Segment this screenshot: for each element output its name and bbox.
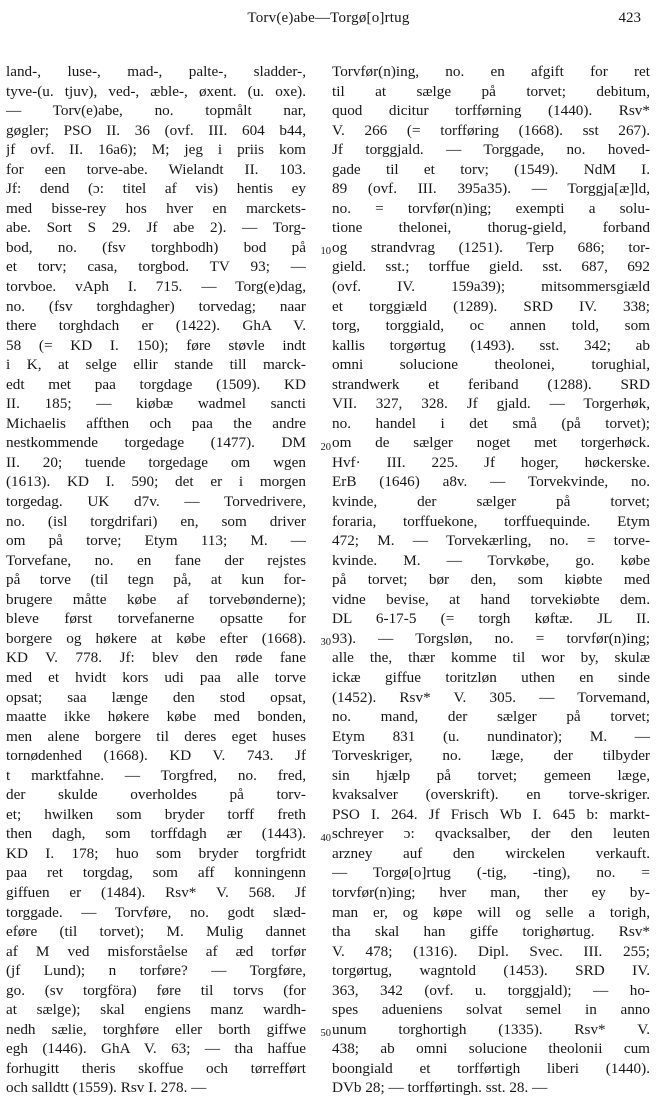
text-line: no. (isl torgdrifari) en, som driver bbox=[6, 512, 306, 530]
text-line: there torghdach er (1422). GhA V. bbox=[6, 317, 306, 335]
text-line: på torve (til tegn på, at kun for- bbox=[6, 571, 306, 589]
text-line: unum torghortigh (1335). Rsv* V. bbox=[332, 1020, 650, 1038]
text-line: borgere og høkere at købe efter (1668). bbox=[6, 629, 306, 647]
text-line: edt met paa torgdage (1509). KD bbox=[6, 375, 306, 393]
text-line: brugere måtte købe af torvebønderne); bbox=[6, 590, 306, 608]
text-line: 58 (= KD I. 150); føre støvle indt bbox=[6, 336, 306, 354]
text-line: ErB (1646) a8v. — Torvekvinde, no. bbox=[332, 473, 650, 491]
text-line: II. 20; tuende torgedage om wgen bbox=[6, 453, 306, 471]
text-line: paa ret torgdag, som aff konningenn bbox=[6, 864, 306, 882]
text-line: PSO I. 264. Jf Frisch Wb I. 645 b: markt- bbox=[332, 805, 650, 823]
text-line: et torv; casa, torgbod. TV 93; — bbox=[6, 258, 306, 276]
text-line: (1613). KD I. 590; det er i morgen bbox=[6, 473, 306, 491]
text-line: tha skal han giffe torighørtug. Rsv* bbox=[332, 923, 650, 941]
text-line: Jf torggjald. — Torggade, no. hoved- bbox=[332, 141, 650, 159]
text-line: der skulde overholdes på torv- bbox=[6, 786, 306, 804]
text-line: boongiald et torfførtigh liberi (1440). bbox=[332, 1059, 650, 1077]
text-line: och salldtt (1559). Rsv I. 278. — bbox=[6, 1079, 207, 1097]
text-line: omni solucione theolonei, torughial, bbox=[332, 356, 650, 374]
text-line: quod dicitur torfførning (1440). Rsv* bbox=[332, 102, 650, 120]
right-column bbox=[332, 62, 650, 1098]
text-line: DVb 28; — torfførtingh. sst. 28. — bbox=[332, 1079, 548, 1097]
text-line: go. (sv torgföra) føre til torvs (for bbox=[6, 981, 306, 999]
text-line: opsat; saa længe den stod opsat, bbox=[6, 688, 306, 706]
text-line: Torveskriger, no. læge, der tilbyder bbox=[332, 747, 650, 765]
text-line: om de sælger noget met torgerhøck. bbox=[332, 434, 650, 452]
text-line: V. 266 (= torfføring (1668). sst 267). bbox=[332, 121, 650, 139]
text-line: II. 185; — kiøbæ wadmel sancti bbox=[6, 395, 306, 413]
text-line: — Torgø[o]rtug (-tig, -ting), no. = bbox=[332, 864, 650, 882]
text-line: DL 6-17-5 (= torgh køftæ. JL II. bbox=[332, 610, 650, 628]
text-line: et torggiæld (1289). SRD IV. 338; bbox=[332, 297, 650, 315]
text-line: 89 (ovf. III. 395a35). — Torggja[æ]ld, bbox=[332, 180, 650, 198]
text-line: gøgler; PSO II. 36 (ovf. III. 604 b44, bbox=[6, 121, 306, 139]
text-line: torvboe. vAph I. 715. — Torg(e)dag, bbox=[6, 278, 306, 296]
text-line: strandwerk et feriband (1288). SRD bbox=[332, 375, 650, 393]
text-line: men alene borgere til deres eget huses bbox=[6, 727, 306, 745]
text-line: bod, no. (fsv torghbodh) bod på bbox=[6, 238, 306, 256]
text-line: jf ovf. II. 16a6); M; jeg i priis kom bbox=[6, 141, 306, 159]
text-line: torvfør(n)ing; hver man, ther ey by- bbox=[332, 883, 650, 901]
text-line: af M ved misforståelse af æd torfør bbox=[6, 942, 306, 960]
text-line: giffuen er (1484). Rsv* V. 568. Jf bbox=[6, 883, 306, 901]
text-line: (1452). Rsv* V. 305. — Torvemand, bbox=[332, 688, 650, 706]
text-line: no. handel i det små (på torvet); bbox=[332, 414, 650, 432]
text-line: i K, at selge ellir stande till marck- bbox=[6, 356, 306, 374]
text-line: abe. Sort S 29. Jf abe 2). — Torg- bbox=[6, 219, 306, 237]
left-column bbox=[6, 62, 306, 1098]
line-number: 20 bbox=[320, 441, 331, 453]
text-line: torg, torggiald, oc annen told, som bbox=[332, 317, 650, 335]
text-line: alle the, thær komme til wor by, skulæ bbox=[332, 649, 650, 667]
running-head bbox=[0, 0, 657, 48]
text-line: torggade. — Torvføre, no. godt slæd- bbox=[6, 903, 306, 921]
text-line: 93). — Torgsløn, no. = torvfør(n)ing; bbox=[332, 629, 650, 647]
text-line: med bisse-rey hos hver en marckets- bbox=[6, 199, 306, 217]
text-line: tyve-(u. tjuv), ved-, æble-, øxent. (u. oxe). bbox=[6, 82, 306, 100]
text-line: 472; M. — Torvekærling, no. = torve- bbox=[332, 532, 650, 550]
text-line: foraria, torffuekone, torffuequinde. Etym bbox=[332, 512, 650, 530]
text-line: Etym 831 (u. nundinator); M. — bbox=[332, 727, 650, 745]
text-line: med et hvidt kors udi paa alle torve bbox=[6, 668, 306, 686]
line-number: 40 bbox=[320, 832, 331, 844]
line-number: 30 bbox=[320, 637, 331, 649]
text-line: tione thelonei, thorug-gield, forband bbox=[332, 219, 650, 237]
text-line: land-, luse-, mad-, palte-, sladder-, bbox=[6, 63, 306, 80]
text-line: kvinde. M. — Torvkøbe, go. købe bbox=[332, 551, 650, 569]
text-line: kallis torgørtug (1493). sst. 342; ab bbox=[332, 336, 650, 354]
text-line: nedh sælie, torghføre eller borth giffwe bbox=[6, 1020, 306, 1038]
text-line: no. mand, der sælger på torvet; bbox=[332, 708, 650, 726]
text-line: KD V. 778. Jf: blev den røde fane bbox=[6, 649, 306, 667]
text-line: torgørtug, wagntold (1453). SRD IV. bbox=[332, 962, 650, 980]
text-line: gade til et torv; (1549). NdM I. bbox=[332, 160, 650, 178]
text-line: eføre (til torvet); M. Mulig dannet bbox=[6, 923, 306, 941]
text-line: kvinde, der sælger på torvet; bbox=[332, 493, 650, 511]
text-line: maatte ikke høkere købe med bonden, bbox=[6, 708, 306, 726]
text-line: et; hwilken som bryder torff freth bbox=[6, 805, 306, 823]
text-line: til at sælge på torvet; debitum, bbox=[332, 82, 650, 100]
text-line: VII. 327, 328. Jf gjald. — Torgerhøk, bbox=[332, 395, 650, 413]
text-line: kvaksalver (overskrift). en torve-skriger. bbox=[332, 786, 650, 804]
text-line: at sælge); skal engiens manz wardh- bbox=[6, 1001, 306, 1019]
line-number: 10 bbox=[320, 246, 331, 258]
text-line: på torvet; bør den, som kiøbte med bbox=[332, 571, 650, 589]
text-line: tornødenhed (1668). KD V. 743. Jf bbox=[6, 747, 306, 765]
line-number: 50 bbox=[320, 1028, 331, 1040]
text-line: egh (1446). GhA V. 63; — tha haffue bbox=[6, 1040, 306, 1058]
text-line: og strandvrag (1251). Terp 686; tor- bbox=[332, 238, 650, 256]
text-line: (ovf. IV. 159a39); mitsommersgiæld bbox=[332, 278, 650, 296]
text-line: Hvf· III. 225. Jf hoger, høckerske. bbox=[332, 453, 650, 471]
text-line: Torvfør(n)ing, no. en afgift for ret bbox=[332, 63, 650, 80]
text-line: sin hjælp på torvet; gemeen læge, bbox=[332, 766, 650, 784]
text-line: Michaelis affthen och paa the andre bbox=[6, 414, 306, 432]
text-line: no. (fsv torghdagher) torvedag; naar bbox=[6, 297, 306, 315]
text-line: torgedag. UK d7v. — Torvedrivere, bbox=[6, 493, 306, 511]
text-line: arzney auf den wirckelen verkauft. bbox=[332, 844, 650, 862]
text-line: V. 478; (1316). Dipl. Svec. III. 255; bbox=[332, 942, 650, 960]
text-line: nestkommende torgedage (1477). DM bbox=[6, 434, 306, 452]
text-line: bleve først torvefanerne opsatte for bbox=[6, 610, 306, 628]
text-line: (jf Lund); n torføre? — Torgføre, bbox=[6, 962, 306, 980]
text-line: KD I. 178; huo som bryder torgfridt bbox=[6, 844, 306, 862]
text-line: spes adueniens solvat semel in anno bbox=[332, 1001, 650, 1019]
text-line: for een torve-abe. Wielandt II. 103. bbox=[6, 160, 306, 178]
text-line: 438; ab omni solucione theolonii cum bbox=[332, 1040, 650, 1058]
text-line: then dagh, som torffdagh ær (1443). bbox=[6, 825, 306, 843]
text-line: ickæ giffue toritzløn uthen en sinde bbox=[332, 668, 650, 686]
text-line: forhugitt theris skoffue och tørrefført bbox=[6, 1059, 306, 1077]
text-line: — Torv(e)abe, no. topmålt nar, bbox=[6, 102, 306, 120]
page-number: 423 bbox=[618, 10, 641, 26]
text-line: Torvefane, no. en fane der rejstes bbox=[6, 551, 306, 569]
text-line: vidne bevise, at hand torvekiøbte dem. bbox=[332, 590, 650, 608]
text-line: t marktfahne. — Torgfred, no. fred, bbox=[6, 766, 306, 784]
text-line: man er, og køpe will og selle a torigh, bbox=[332, 903, 650, 921]
running-head-title: Torv(e)abe—Torgø[o]rtug bbox=[247, 10, 410, 26]
text-line: schreyer ɔ: qvacksalber, der den leuten bbox=[332, 825, 650, 843]
text-line: om på torve; Etym 113; M. — bbox=[6, 532, 306, 550]
text-line: 363, 342 (ovf. u. torggjald); — ho- bbox=[332, 981, 650, 999]
text-line: no. = torvfør(n)ing; exempti a solu- bbox=[332, 199, 650, 217]
text-line: Jf: dend (ɔ: titel af vis) hentis ey bbox=[6, 180, 306, 198]
text-line: gield. sst.; torffue gield. sst. 687, 692 bbox=[332, 258, 650, 276]
